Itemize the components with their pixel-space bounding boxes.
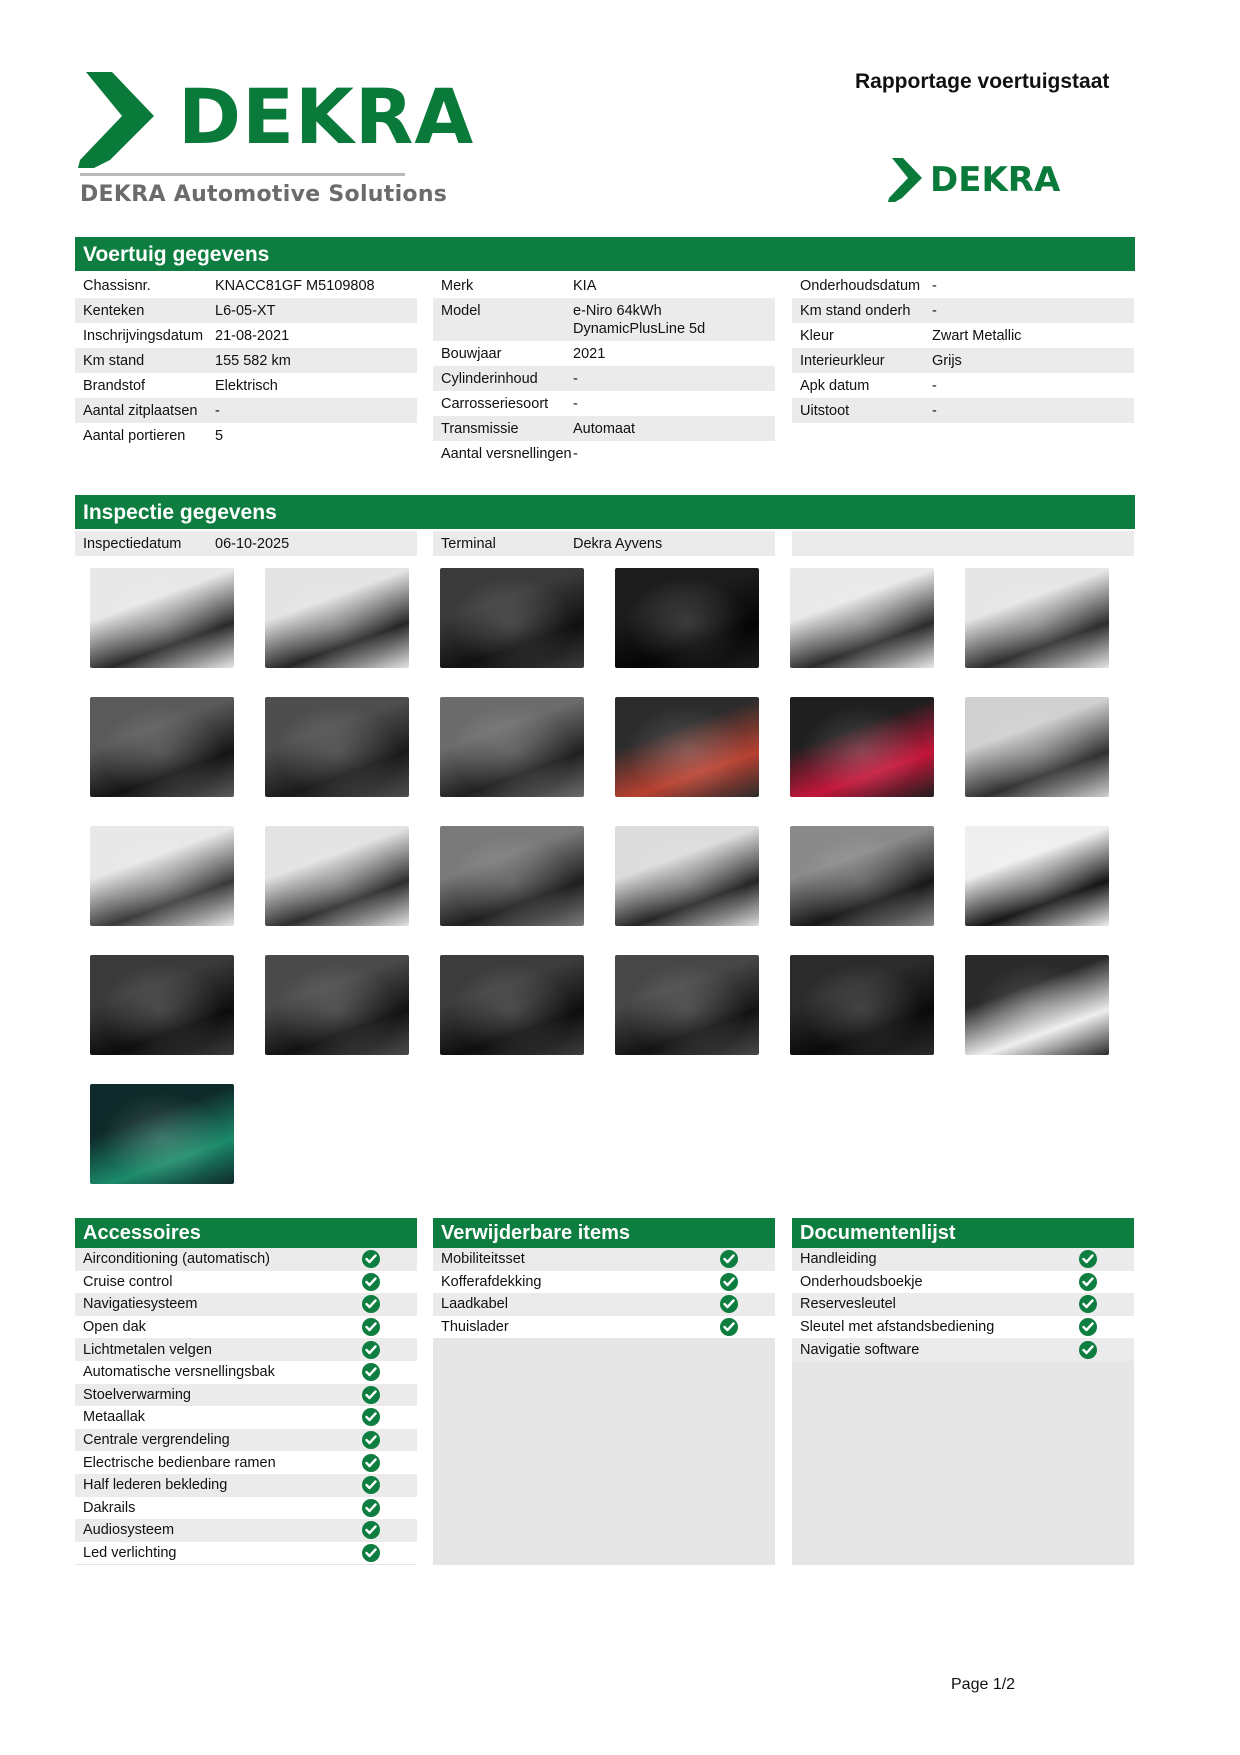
vehicle-field-row — [792, 348, 1134, 373]
check-icon — [720, 1273, 738, 1291]
photo-side-left — [90, 826, 234, 926]
list-item-label: Electrische bedienbare ramen — [83, 1454, 276, 1471]
dekra-chevron-small-icon — [888, 158, 924, 202]
photo-front-right — [965, 568, 1109, 668]
list-item — [75, 1497, 417, 1520]
check-icon — [362, 1341, 380, 1359]
list-item — [75, 1406, 417, 1429]
list-item-label: Led verlichting — [83, 1545, 177, 1562]
field-label: Aantal zitplaatsen — [83, 403, 198, 419]
list-item-label: Handleiding — [800, 1251, 877, 1268]
check-icon — [1079, 1273, 1097, 1291]
field-label: Aantal versnellingen — [441, 446, 572, 462]
vehicle-field-row — [433, 298, 775, 341]
field-label: Inschrijvingsdatum — [83, 328, 204, 344]
field-value: - — [573, 446, 578, 462]
dekra-wordmark-small: DEKRA — [930, 160, 1061, 200]
photo-odometer — [615, 568, 759, 668]
field-label: Km stand onderh — [800, 303, 911, 319]
documents-header: Documentenlijst — [792, 1218, 1134, 1248]
field-value: KNACC81GF M5109808 — [215, 278, 375, 294]
inspection-empty-cell — [792, 531, 1134, 556]
photo-manual-booklet — [965, 955, 1109, 1055]
list-item — [75, 1248, 417, 1271]
accessoires-header: Accessoires — [75, 1218, 417, 1248]
dekra-subtitle: DEKRA Automotive Solutions — [80, 182, 448, 207]
photo-battery-certificate — [90, 1084, 234, 1184]
list-item-label: Open dak — [83, 1319, 146, 1336]
vehicle-field-row — [792, 323, 1134, 348]
vehicle-field-row — [433, 391, 775, 416]
inspection-terminal-cell — [433, 531, 775, 556]
photo-rear-seats — [265, 697, 409, 797]
list-item — [75, 1361, 417, 1384]
removable-items-panel — [433, 1218, 775, 1565]
list-item — [75, 1293, 417, 1316]
list-item-label: Kofferafdekking — [441, 1273, 542, 1290]
vehicle-field-row — [433, 366, 775, 391]
field-label: Onderhoudsdatum — [800, 278, 921, 294]
inspection-section-header: Inspectie gegevens — [75, 495, 1135, 529]
list-item-label: Navigatie software — [800, 1341, 920, 1358]
field-label: Uitstoot — [800, 403, 850, 419]
field-value: 5 — [215, 428, 224, 444]
list-item-label: Navigatiesysteem — [83, 1296, 198, 1313]
vehicle-field-row — [433, 416, 775, 441]
documents-panel — [792, 1218, 1134, 1565]
photo-display-message — [790, 955, 934, 1055]
photo-side-right — [265, 826, 409, 926]
field-label: Km stand — [83, 353, 145, 369]
list-item — [75, 1542, 417, 1565]
check-icon — [362, 1499, 380, 1517]
field-label: Merk — [441, 278, 474, 294]
field-value: 2021 — [573, 346, 606, 362]
list-item — [75, 1271, 417, 1294]
vehicle-field-row — [792, 273, 1134, 298]
dekra-wordmark: DEKRA — [178, 72, 475, 161]
vehicle-column-3 — [792, 273, 1134, 423]
list-item — [433, 1293, 775, 1316]
photo-infotainment — [615, 955, 759, 1055]
list-item-label: Half lederen bekleding — [83, 1477, 228, 1494]
list-item — [75, 1519, 417, 1542]
list-item — [433, 1271, 775, 1294]
check-icon — [362, 1544, 380, 1562]
check-icon — [362, 1386, 380, 1404]
field-value: - — [215, 403, 220, 419]
list-item — [792, 1248, 1134, 1271]
photo-wheel — [965, 697, 1109, 797]
list-item — [792, 1271, 1134, 1294]
list-item — [792, 1316, 1134, 1339]
field-label: Carrosseriesoort — [441, 396, 549, 412]
list-item-label: Laadkabel — [441, 1296, 508, 1313]
vehicle-field-row — [792, 298, 1134, 323]
logo-divider — [80, 173, 405, 176]
vehicle-column-1 — [75, 273, 417, 448]
photo-rear-badge — [615, 826, 759, 926]
list-item — [75, 1474, 417, 1497]
photo-roof — [965, 826, 1109, 926]
vehicle-field-row — [75, 298, 417, 323]
list-item — [75, 1451, 417, 1474]
list-item — [75, 1384, 417, 1407]
field-value: Grijs — [932, 353, 962, 369]
vehicle-field-row — [75, 373, 417, 398]
field-label: Kleur — [800, 328, 834, 344]
field-label: Cylinderinhoud — [441, 371, 538, 387]
photo-mobility-kit — [790, 697, 934, 797]
field-label: Kenteken — [83, 303, 145, 319]
list-item-label: Metaallak — [83, 1409, 146, 1426]
removable-items-header: Verwijderbare items — [433, 1218, 775, 1248]
field-label: Bouwjaar — [441, 346, 502, 362]
photo-front-seats — [90, 697, 234, 797]
field-value: 155 582 km — [215, 353, 291, 369]
photo-rear-left — [265, 568, 409, 668]
field-label: Transmissie — [441, 421, 519, 437]
field-label: Chassisnr. — [83, 278, 151, 294]
vehicle-field-row — [433, 273, 775, 298]
photo-charge-port — [440, 826, 584, 926]
report-title: Rapportage voertuigstaat — [855, 70, 1110, 93]
list-item-label: Mobiliteitsset — [441, 1251, 525, 1268]
list-item-label: Cruise control — [83, 1273, 173, 1290]
check-icon — [1079, 1318, 1097, 1336]
terminal-label: Terminal — [441, 536, 496, 552]
vehicle-field-row — [792, 398, 1134, 423]
list-item — [75, 1316, 417, 1339]
field-value: - — [932, 303, 937, 319]
check-icon — [720, 1318, 738, 1336]
accessoires-panel — [75, 1218, 417, 1565]
list-item-label: Onderhoudsboekje — [800, 1273, 923, 1290]
vehicle-field-row — [792, 373, 1134, 398]
photo-trunk — [440, 697, 584, 797]
list-item — [792, 1338, 1134, 1361]
inspection-date-cell — [75, 531, 417, 556]
field-value: - — [932, 378, 937, 394]
list-item — [433, 1248, 775, 1271]
check-icon — [362, 1431, 380, 1449]
list-item — [433, 1316, 775, 1339]
field-value: L6-05-XT — [215, 303, 276, 319]
inspection-date-value: 06-10-2025 — [215, 536, 290, 552]
dekra-chevron-icon — [78, 72, 158, 168]
photo-navigation-screen — [265, 955, 409, 1055]
list-item-label: Stoelverwarming — [83, 1386, 191, 1403]
field-value: 21-08-2021 — [215, 328, 290, 344]
vehicle-field-row — [433, 341, 775, 366]
page-number: Page 1/2 — [951, 1676, 1016, 1693]
field-value: KIA — [573, 278, 597, 294]
field-label: Apk datum — [800, 378, 870, 394]
vehicle-field-row — [75, 398, 417, 423]
field-value: - — [932, 403, 937, 419]
field-label: Brandstof — [83, 378, 146, 394]
list-item — [792, 1293, 1134, 1316]
field-value: - — [932, 278, 937, 294]
list-item-label: Sleutel met afstandsbediening — [800, 1319, 995, 1336]
list-item — [75, 1429, 417, 1452]
vehicle-field-row — [75, 273, 417, 298]
field-value: Elektrisch — [215, 378, 278, 394]
list-item-label: Reservesleutel — [800, 1296, 896, 1313]
list-item-label: Dakrails — [83, 1499, 136, 1516]
field-label: Model — [441, 303, 481, 319]
vehicle-section-header: Voertuig gegevens — [75, 237, 1135, 271]
dekra-logo-small — [888, 158, 1061, 202]
vehicle-field-row — [75, 323, 417, 348]
field-label: Interieurkleur — [800, 353, 885, 369]
list-item-label: Centrale vergrendeling — [83, 1432, 230, 1449]
field-label: Aantal portieren — [83, 428, 186, 444]
list-item-label: Thuislader — [441, 1319, 509, 1336]
field-value: Zwart Metallic — [932, 328, 1022, 344]
photo-dashboard — [440, 568, 584, 668]
vehicle-field-row — [75, 348, 417, 373]
photo-headlight — [90, 955, 234, 1055]
list-item-label: Automatische versnellingsbak — [83, 1364, 275, 1381]
list-item-label: Airconditioning (automatisch) — [83, 1251, 270, 1268]
photo-front-left — [90, 568, 234, 668]
terminal-value: Dekra Ayvens — [573, 536, 663, 552]
check-icon — [1079, 1341, 1097, 1359]
field-value: Automaat — [573, 421, 636, 437]
field-value: - — [573, 396, 578, 412]
list-item-label: Lichtmetalen velgen — [83, 1341, 212, 1358]
photo-rear-right — [790, 568, 934, 668]
dekra-logo — [78, 72, 475, 212]
check-icon — [362, 1273, 380, 1291]
vehicle-field-row — [75, 423, 417, 448]
list-item-label: Audiosysteem — [83, 1522, 175, 1539]
photo-climate-panel — [440, 955, 584, 1055]
field-value: - — [573, 371, 578, 387]
list-item — [75, 1338, 417, 1361]
vehicle-column-2 — [433, 273, 775, 466]
check-icon — [362, 1318, 380, 1336]
inspection-date-label: Inspectiedatum — [83, 536, 182, 552]
vehicle-field-row — [433, 441, 775, 466]
photo-sunroof — [790, 826, 934, 926]
field-value: e-Niro 64kWh DynamicPlusLine 5d — [573, 303, 706, 337]
check-icon — [362, 1454, 380, 1472]
photo-charging-cables — [615, 697, 759, 797]
